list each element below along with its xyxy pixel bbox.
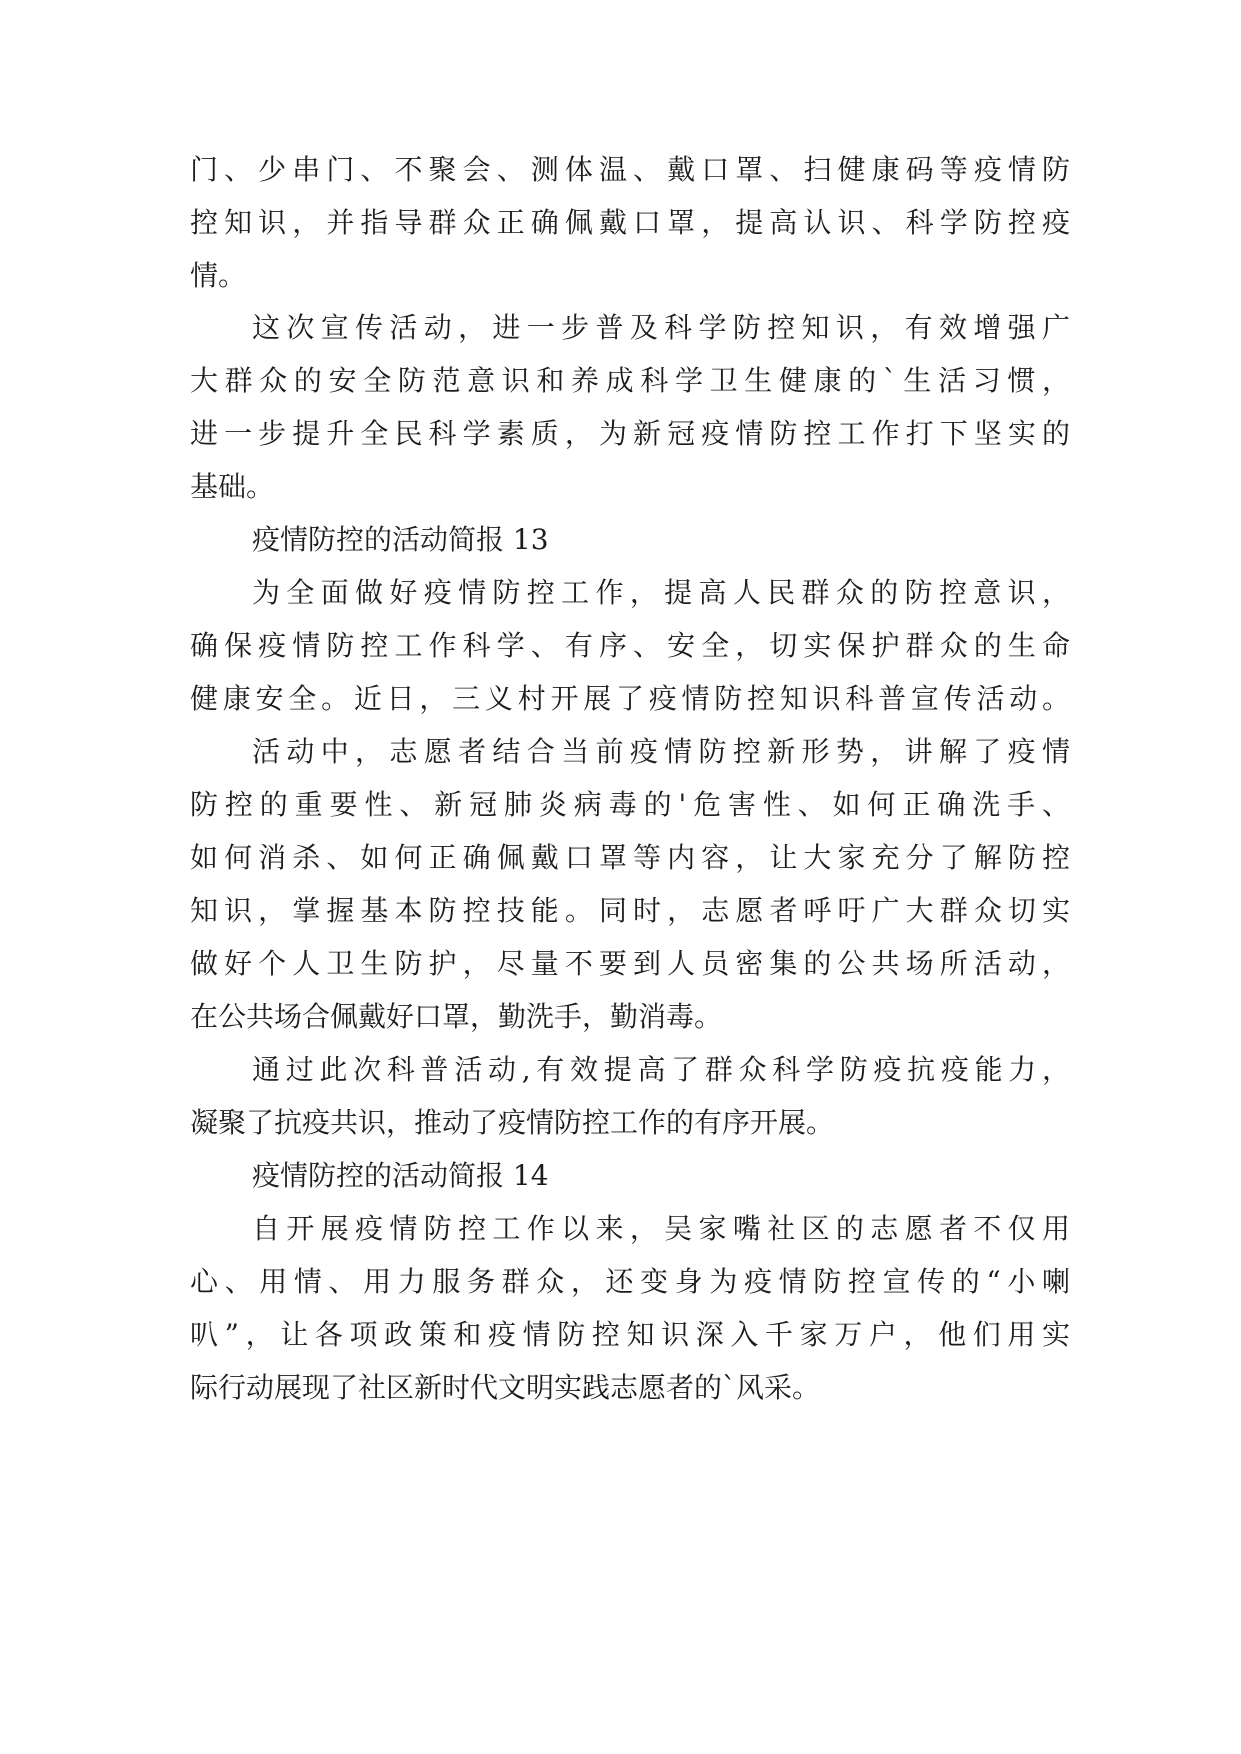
section-heading-13: 疫情防控的活动简报 13 [252,523,549,556]
text-line-1: 门、少串门、不聚会、测体温、戴口罩、扫健康码等疫情防 [190,153,1070,186]
text-line-17: 在公共场合佩戴好口罩，勤洗手，勤消毒。 [190,1000,723,1033]
text-line-14: 如何消杀、如何正确佩戴口罩等内容，让大家充分了解防控 [190,841,1070,874]
text-line-22: 心、用情、用力服务群众，还变身为疫情防控宣传的“小喇 [190,1265,1070,1298]
text-line-15: 知识，掌握基本防控技能。同时，志愿者呼吁广大群众切实 [190,894,1070,927]
text-line-16: 做好个人卫生防护，尽量不要到人员密集的公共场所活动， [190,947,1070,980]
text-line-3: 情。 [190,259,247,292]
text-line-19: 凝聚了抗疫共识，推动了疫情防控工作的有序开展。 [190,1106,835,1139]
paragraph-start-line: 这次宣传活动，进一步普及科学防控知识，有效增强广 [252,311,1070,344]
text-line-5: 大群众的安全防范意识和养成科学卫生健康的`生活习惯， [190,364,1070,397]
text-line-24: 际行动展现了社区新时代文明实践志愿者的`风采。 [190,1371,821,1404]
text-line-10: 确保疫情防控工作科学、有序、安全，切实保护群众的生命 [190,629,1070,662]
paragraph-start-line: 活动中，志愿者结合当前疫情防控新形势，讲解了疫情 [252,735,1070,768]
text-line-2: 控知识，并指导群众正确佩戴口罩，提高认识、科学防控疫 [190,206,1070,239]
text-line-6: 进一步提升全民科学素质，为新冠疫情防控工作打下坚实的 [190,417,1070,450]
section-heading-14: 疫情防控的活动简报 14 [252,1159,549,1192]
text-line-7: 基础。 [190,470,275,503]
paragraph-start-line: 自开展疫情防控工作以来，吴家嘴社区的志愿者不仅用 [252,1212,1070,1245]
paragraph-start-line: 通过此次科普活动,有效提高了群众科学防疫抗疫能力， [252,1053,1070,1086]
text-line-23: 叭”，让各项政策和疫情防控知识深入千家万户，他们用实 [190,1318,1070,1351]
paragraph-start-line: 为全面做好疫情防控工作，提高人民群众的防控意识， [252,576,1070,609]
text-line-13: 防控的重要性、新冠肺炎病毒的'危害性、如何正确洗手、 [190,788,1070,821]
text-line-11: 健康安全。近日，三义村开展了疫情防控知识科普宣传活动。 [190,682,1070,715]
